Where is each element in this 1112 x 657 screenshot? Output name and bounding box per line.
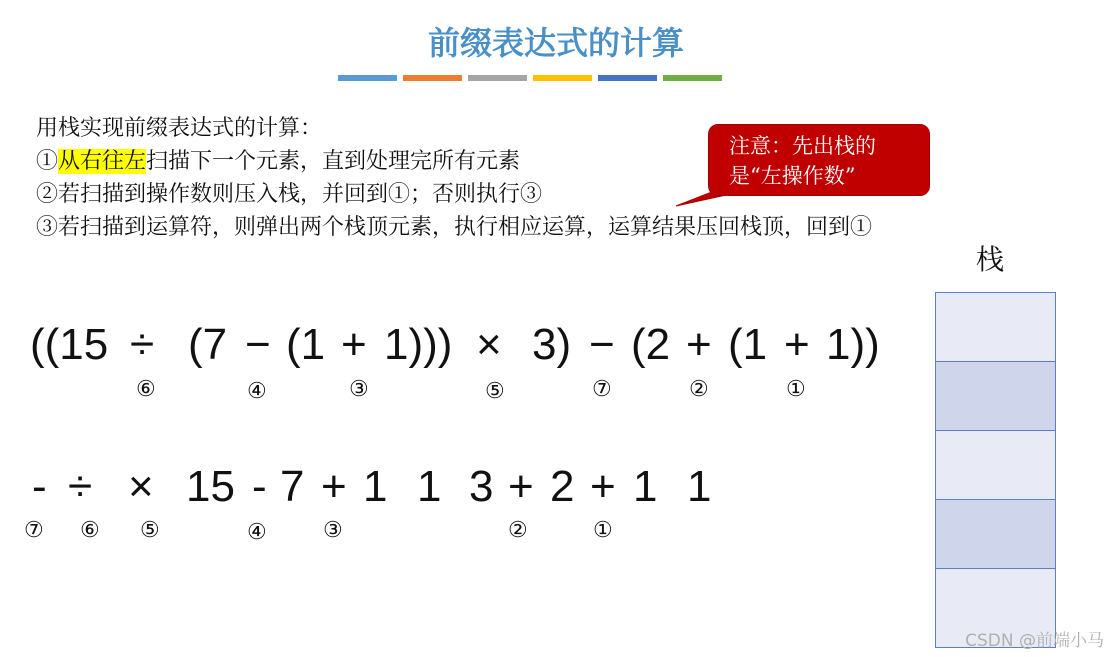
- prefix-token: -: [252, 462, 267, 511]
- color-bar-5: [598, 75, 657, 81]
- callout-note: [708, 124, 930, 196]
- infix-token: −: [589, 320, 615, 369]
- prefix-order-mark: ④: [247, 520, 267, 545]
- stack-diagram: [935, 292, 1056, 648]
- prefix-order-mark: ⑥: [80, 518, 100, 543]
- color-bar-6: [663, 75, 722, 81]
- infix-order-mark: ④: [247, 379, 267, 404]
- prefix-order-mark: ①: [593, 518, 613, 543]
- step-1-highlight: 从右往左: [58, 149, 147, 174]
- prefix-token: 15: [186, 462, 235, 511]
- infix-token: ÷: [130, 320, 155, 369]
- callout-line-2: 是“左操作数”: [729, 164, 856, 188]
- prefix-token: 7: [280, 462, 305, 511]
- infix-token: (1: [286, 320, 326, 369]
- watermark: CSDN @前端小马: [965, 631, 1104, 651]
- infix-order-mark: ⑤: [485, 379, 505, 404]
- color-bar-3: [468, 75, 527, 81]
- instruction-step-3: ③若扫描到运算符，则弹出两个栈顶元素，执行相应运算，运算结果压回栈顶，回到①: [36, 215, 873, 240]
- color-bar-2: [403, 75, 462, 81]
- title-color-bars: [338, 75, 722, 81]
- prefix-token: 1: [633, 462, 658, 511]
- prefix-token: 1: [363, 462, 388, 511]
- infix-token: 3): [532, 320, 572, 369]
- prefix-order-mark: ⑤: [140, 518, 160, 543]
- prefix-order-mark: ③: [323, 518, 343, 543]
- infix-order-mark: ①: [786, 377, 806, 402]
- color-bar-1: [338, 75, 397, 81]
- prefix-token: +: [508, 462, 534, 511]
- infix-order-mark: ⑥: [136, 377, 156, 402]
- stack-cell: [936, 500, 1055, 569]
- callout-line-1: 注意：先出栈的: [729, 134, 876, 158]
- prefix-order-mark: ⑦: [24, 518, 44, 543]
- prefix-token: +: [590, 462, 616, 511]
- prefix-token: +: [321, 462, 347, 511]
- step-1-marker: ①: [36, 149, 59, 174]
- prefix-token: 1: [417, 462, 442, 511]
- instruction-intro: 用栈实现前缀表达式的计算：: [36, 116, 323, 141]
- infix-token: ×: [476, 320, 502, 369]
- color-bar-4: [533, 75, 592, 81]
- infix-order-mark: ③: [349, 377, 369, 402]
- prefix-token: 2: [550, 462, 575, 511]
- prefix-token: 3: [469, 462, 494, 511]
- infix-token: ((15: [30, 320, 109, 369]
- prefix-token: ×: [128, 462, 154, 511]
- infix-token: (7: [188, 320, 228, 369]
- stack-cell: [936, 362, 1055, 431]
- prefix-token: -: [32, 462, 47, 511]
- infix-token: +: [784, 320, 810, 369]
- prefix-order-mark: ②: [508, 518, 528, 543]
- instruction-step-2: ②若扫描到操作数则压入栈，并回到①；否则执行③: [36, 182, 543, 207]
- prefix-token: 1: [687, 462, 712, 511]
- prefix-token: ÷: [68, 462, 93, 511]
- infix-token: +: [341, 320, 367, 369]
- infix-token: 1)): [826, 320, 880, 369]
- stack-label: 栈: [976, 243, 1005, 276]
- slide-title: 前缀表达式的计算: [427, 24, 684, 62]
- stack-cell: [936, 431, 1055, 500]
- infix-token: +: [686, 320, 712, 369]
- infix-token: (1: [728, 320, 768, 369]
- stack-cell: [936, 293, 1055, 362]
- infix-token: 1))): [384, 320, 453, 369]
- infix-order-mark: ②: [689, 377, 709, 402]
- step-1-text: 扫描下一个元素，直到处理完所有元素: [146, 149, 521, 174]
- infix-order-mark: ⑦: [592, 377, 612, 402]
- infix-token: (2: [631, 320, 671, 369]
- infix-token: −: [245, 320, 271, 369]
